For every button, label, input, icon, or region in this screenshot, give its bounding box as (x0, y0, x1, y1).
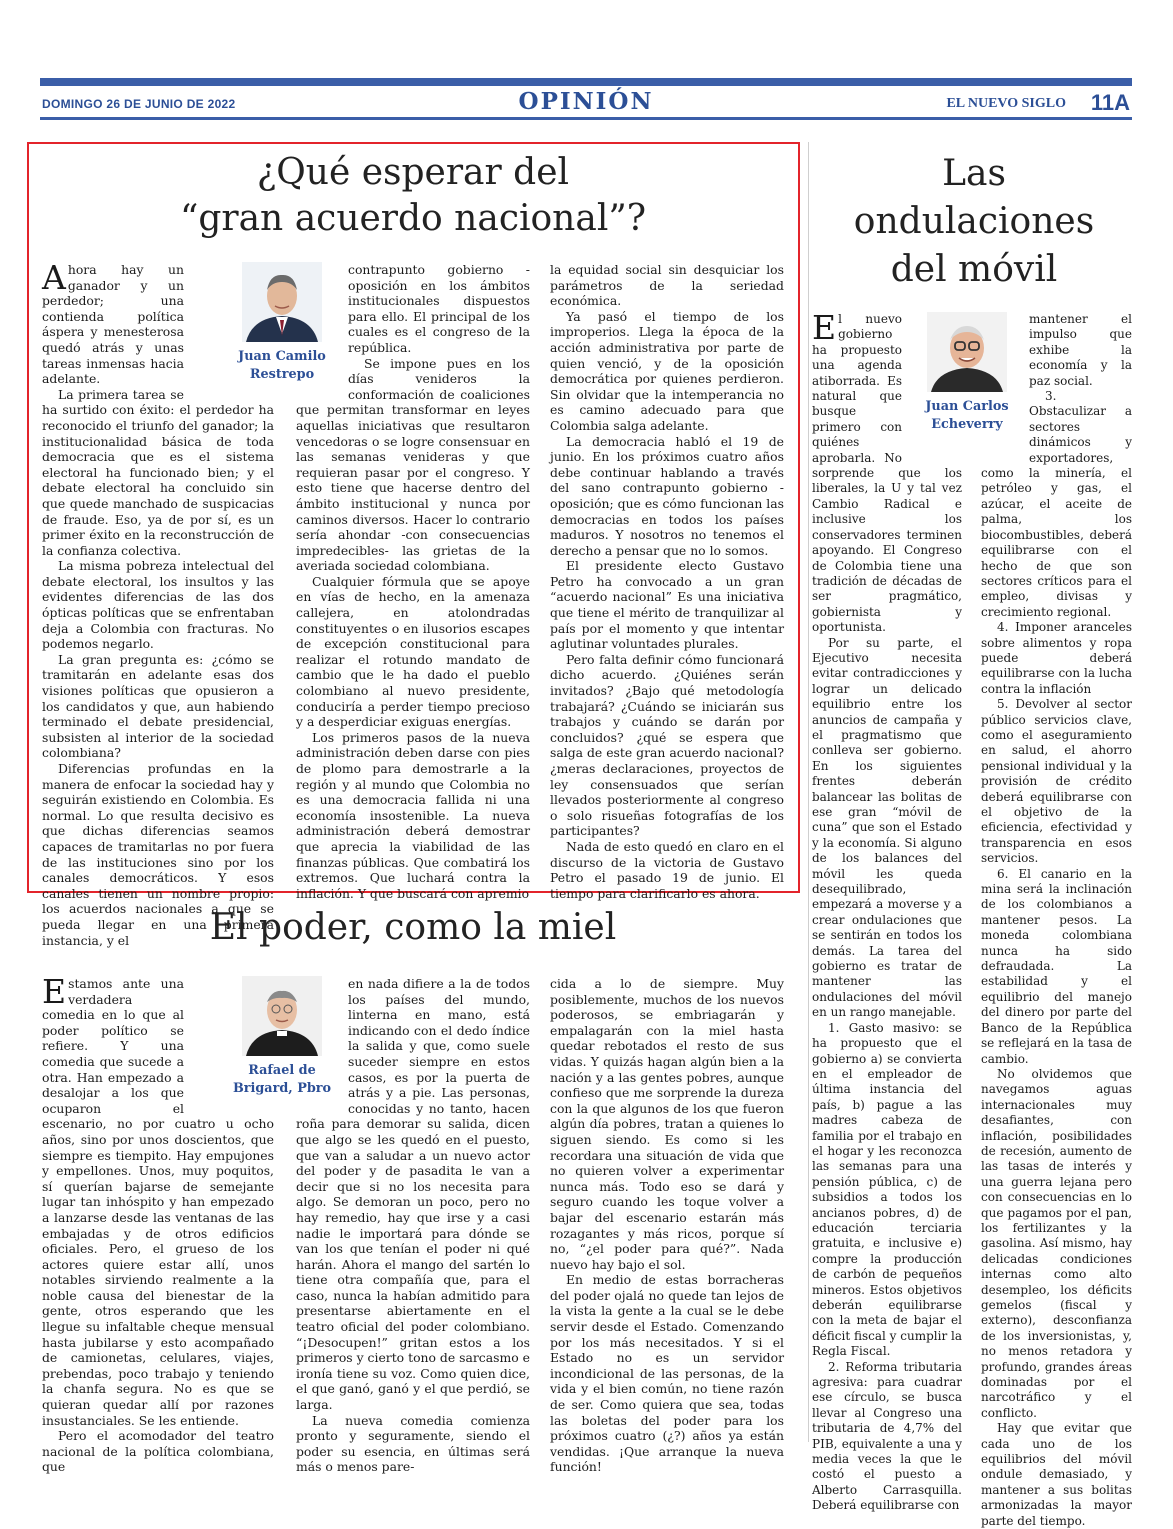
paragraph: 6. El canario en la mina será la inclinación de los colombianos a mantener pesos. La moneda colombiana nunca ha sido defraudada. La estabilidad y el equilibrio del manejo del dinero por parte del Banco de la República se reflejará en la tasa de cambio. (981, 866, 1132, 1066)
header-date: DOMINGO 26 DE JUNIO DE 2022 (42, 97, 236, 111)
newspaper-name: EL NUEVO SIGLO (946, 96, 1066, 111)
paragraph: 2. Reforma tributaria agresiva: para cuadrar ese círculo, se busca llevar al Congreso una tributaria de 4,7% del PIB, equivalente a una y media veces la que le costó el puesto a Alberto Carrasquilla. Deberá equilibrarse con (812, 1359, 962, 1513)
article1-column-2 (296, 262, 530, 901)
article3-column-1 (812, 308, 962, 1514)
column-divider (808, 142, 809, 1442)
paragraph: 1. Gasto masivo: se ha propuesto que el gobierno a) se convierta en el empleador de última instancia del país, b) pague a las madres cabeza de familia por el trabajo en el hogar y les reconozca las semanas para una pensión pública, c) de subsidios a todos los ancianos pobres, d) de educación terciaria gratuita, e inclusive e) compre la producción de carbón de pequeños mineros. Estos objetivos deberán equilibrarse con la meta de bajar el déficit fiscal y cumplir la Regla Fiscal. (812, 1020, 962, 1359)
paragraph: hora hay un ganador y un perdedor; una contienda política áspera y menesterosa quedó atrás y unas tareas inmensas hacia adelante. (42, 262, 184, 387)
paragraph: Pero el acomodador del teatro nacional de la política colombiana, que (42, 1428, 274, 1475)
paragraph: Pero falta definir cómo funcionará dicho acuerdo. ¿Quiénes serán invitados? ¿Bajo qué metodología trabajará? ¿Cuándo se iniciarán sus trabajos y cuándo se darán por concluidos? ¿qué se espera que salga de este gran acuerdo nacional? ¿meras declaraciones, proyectos de ley consensuados que serían llevados posteriormente al congreso o solo risueñas fotografías de los participantes? (550, 651, 784, 839)
article2-author-name: Rafael de Brigard, Pbro (232, 1063, 332, 1096)
article1-title-line1: ¿Qué esperar del (256, 152, 570, 193)
paragraph: La gran pregunta es: ¿cómo se tramitarán en adelante esas dos visiones políticas que opusieron a los candidatos y que, aun habiendo terminado el debate presidencial, subsisten al interior de la sociedad colombiana? (42, 651, 274, 761)
paragraph: La primera tarea se ha surtido con éxito: el perdedor ha reconocido el triunfo del ganador; la institucionalidad básica de toda democracia que es el sistema electoral ha funcionado bien; y el debate electoral ha concluido sin que quede manchado de suspicacias de fraude. Eso, ya de por sí, es un primer éxito en la reconstrucción de la confianza colectiva. (42, 386, 274, 558)
article3-title-line3: del móvil (890, 249, 1058, 290)
paragraph: Diferencias profundas en la manera de enfocar la sociedad hay y seguirán existiendo en Colombia. Es normal. Lo que resulta decisivo es que dichas diferencias seamos capaces de tramitarlas no por fuera de las instituciones sino por los canales democráticos. Y esos canales tienen un nombre propio: los acuerdos nacionales a que se pueda llegar en una primera instancia, y el (42, 761, 274, 948)
article3-column-2 (981, 312, 1132, 1529)
section-title: OPINIÓN (518, 88, 654, 115)
article3-title-line1: Las (942, 153, 1006, 194)
article2-dropcap: E (42, 972, 67, 1011)
paragraph: 4. Imponer aranceles sobre alimentos y ropa puede deberá equilibrarse con la lucha contra la inflación (981, 620, 1132, 696)
paragraph: Cualquier fórmula que se apoye en vías de hecho, en la amenaza callejera, en atolondradas constituyentes o en ilusorios escapes de excepción constitucional para realizar el rotundo mandato de cambio que le ha dado el pueblo colombiano al nuevo presidente, conduciría a perder tiempo precioso y a desperdiciar exiguas energías. (296, 573, 530, 730)
article2-title: El poder, como la miel (209, 907, 617, 948)
paragraph: La misma pobreza intelectual del debate electoral, los insultos y las evidentes diferencias de las dos ópticas políticas que se enfrentaban deja a Colombia con fracturas. No podemos negarlo. (42, 558, 274, 652)
article2-column-2 (296, 976, 530, 1475)
paragraph: El presidente electo Gustavo Petro ha convocado a un gran “acuerdo nacional” Es una iniciativa que tiene el mérito de tranquilizar al país por el momento y que intentar aglutinar voluntades plurales. (550, 558, 784, 652)
paragraph: No olvidemos que navegamos aguas internacionales muy desafiantes, con inflación, posibilidades de recesión, aumento de las tasas de interés y una guerra lejana pero con consecuencias en lo que pagamos por el pan, los fertilizantes y la gasolina. Así mismo, hay delicadas condiciones internas como alto desempleo, los déficits gemelos (fiscal y externo), desconfianza de los inversionistas, y, no menos retadora y profundo, grandes áreas dominadas por el narcotráfico y el conflicto. (981, 1066, 1132, 1420)
paragraph: cida a lo de siempre. Muy posiblemente, muchos de los nuevos poderosos, se embriagarán y empalagarán con la miel hasta quedar rebotados el resto de sus vidas. Y quizás hagan algún bien a la nación y a las gentes pobres, aunque confieso que me sorprende la dureza con la que algunos de los que fueron algún día pobres, tratan a quienes lo siguen siendo. Es como si les recordara una situación de vida que no quieren volver a experimentar nunca más. Todo eso se dará y seguro cuando les toque volver a bajar del escenario estarán más rozagantes y más ricos, porque sí no, “¿el poder para qué?”. Nada nuevo hay bajo el sol. (550, 976, 784, 1272)
paragraph: la equidad social sin desquiciar los parámetros de la seriedad económica. (550, 262, 784, 309)
paragraph: Se impone pues en los días venideros la conformación de coaliciones que permitan transformar en leyes aquellas iniciativas que resultaron vencedoras o se logre consensuar en las semanas venideras y que requieran pasar por el congreso. Y esto tiene que hacerse dentro del ámbito institucional y nunca por caminos diversos. Hacer lo contrario sería ahondar -con consecuencias impredecibles- las grietas de la averiada sociedad colombiana. (296, 355, 530, 574)
article3-title (818, 150, 1130, 294)
paragraph: mantener el impulso que exhibe la economía y la paz social. (1029, 312, 1132, 388)
article3-author-name: Juan Carlos Echeverry (925, 399, 1009, 432)
article1-column-3 (550, 262, 784, 901)
paragraph: contrapunto gobierno - oposición en los ámbitos institucionales dispuestos para ello. El principal de los cuales es el congreso de la república. (348, 262, 530, 355)
article2-column-3 (550, 976, 784, 1475)
paragraph: 3. Obstaculizar a sectores dinámicos y exportadores, como la minería, el petróleo y gas, el azúcar, el aceite de palma, los biocombustibles, deberá equilibrarse con el hecho de que son sectores críticos para el empleo, divisas y crecimiento regional. (981, 389, 1132, 619)
paragraph: Por su parte, el Ejecutivo necesita evitar contradicciones y lograr un delicado equilibrio entre los anuncios de campaña y el pragmatismo que conlleva ser gobierno. En los siguientes frentes deberán balancear las bolitas de ese gran “móvil de cuna” que son el Estado y la economía. Si alguno de los balances del móvil les queda desequilibrado, empezará a moverse y a crear ondulaciones que se sentirán en todos los demás. La tarea del gobierno es tratar de mantener las ondulaciones del móvil en un rango manejable. (812, 635, 962, 1020)
paragraph: en nada difiere a la de todos los países del mundo, linterna en mano, está indicando con el dedo índice la salida y que, como suele suceder siempre en estos casos, es por la puerta de atrás y a pie. Las personas, conocidas y no tanto, hacen roña para demorar su salida, dicen que algo se les quedó en el puesto, que van a saludar a un nuevo actor del poder y de pasadita le van a decir que si no los necesita para algo. Se demoran un poco, pero no hay remedio, hay que irse y a casi nadie le importará para dónde se van los que tenían el poder ni qué harán. Ahora el mango del sartén lo tiene otra compañía que, para el caso, nunca la habían admitido para presentarse abiertamente en el teatro oficial del poder colombiano. “¡Desocupen!” gritan estos a los primeros y cierto tono de sarcasmo e ironía tiene su voz. Como quien dice, el que ganó, ganó y el que perdió, se larga. (296, 976, 530, 1413)
paragraph: Ya pasó el tiempo de los improperios. Llega la época de la acción administrativa por parte de quien venció, y de la oposición democrática por quienes perdieron. Sin olvidar que la intemperancia no es camino adecuado para que Colombia salga adelante. (550, 308, 784, 433)
page-number: 11A (1090, 90, 1130, 115)
article3-title-line2: ondulaciones (853, 201, 1095, 242)
article1-dropcap: A (42, 258, 66, 297)
paragraph: En medio de estas borracheras del poder ojalá no quede tan lejos de la vista la gente a la cual se le debe servir desde el Estado. Comenzando por los más necesitados. Y si el Estado no es un servidor incondicional de las personas, de la vida y el bien común, no tiene razón de ser. Como quiera que sea, todas las boletas del poder para los próximos cuatro (¿?) años ya están vendidas. ¡Que arranque la nueva función! (550, 1272, 784, 1475)
article1-title-line2: “gran acuerdo nacional”? (179, 198, 647, 239)
paragraph: 5. Devolver al sector público servicios clave, como el aseguramiento en salud, el ahorro pensional individual y la provisión de crédito deberá equilibrarse con el objetivo de la eficiencia, efectividad y transparencia en esos servicios. (981, 697, 1132, 866)
paragraph: stamos ante una verdadera comedia en lo que al poder político se refiere. Y una comedia que sucede a otra. Han empezado a desalojar a los que ocuparon el escenario, no por cuatro u ocho años, sino por unos doscientos, que siempre es tiempito. Hay empujones y empellones. Unos, muy poquitos, sí querían bajarse de semejante lugar tan inhóspito y han empezado a lanzarse desde las ventanas de las embajadas y de otros edificios oficiales. Pero, el grueso de los actores quiere estar allí, unos notables sirviendo realmente a la noble causa del bienestar de la gente, otros esperando que les llegue su infaltable cheque mensual hasta jubilarse y esto acompañado de camionetas, celulares, viajes, prebendas, poco trabajo y teniendo la chanfa segura. No es que se quieran quedar allí por razones insustanciales. Se les entiende. (42, 976, 274, 1428)
article3-dropcap: E (812, 308, 837, 347)
paragraph: Hay que evitar que cada uno de los equilibrios del móvil ondule demasiado, y mantener a sus bolitas armonizadas la mayor parte del tiempo. (981, 1421, 1132, 1528)
paragraph: Nada de esto quedó en claro en el discurso de la victoria de Gustavo Petro el pasado 19 de junio. El tiempo para clarificarlo es ahora. (550, 838, 784, 901)
page-header (40, 78, 1132, 120)
article1-title (40, 150, 786, 242)
paragraph: La nueva comedia comienza pronto y seguramente, siendo el poder su esencia, en últimas será más o menos pare- (296, 1412, 530, 1475)
paragraph: l nuevo gobierno ha propuesto una agenda atiborrada. Es natural que busque primero con quiénes aprobarla. No sorprende que los liberales, la U y tal vez Cambio Radical e inclusive los conservadores terminen apoyando. El Congreso de Colombia tiene una tradición de décadas de ser pragmático, gobiernista y oportunista. (812, 312, 962, 635)
paragraph: La democracia habló el 19 de junio. En los próximos cuatro años debe continuar hablando a través del sano contrapunto gobierno - oposición; que es cómo funcionan las democracias en todos los países maduros. Y nosotros no tenemos el derecho a pensar que no lo somos. (550, 433, 784, 558)
article1-author-name: Juan Camilo Restrepo (238, 349, 326, 382)
paragraph: Los primeros pasos de la nueva administración deben darse con pies de plomo para demostrarle a la región y al mundo que Colombia no es una democracia fallida ni una economía insostenible. La nueva administración deberá demostrar que aprecia la viabilidad de las finanzas públicas. Que combatirá los extremos. Que luchará contra la inflación. Y que buscará con apremio (296, 729, 530, 901)
